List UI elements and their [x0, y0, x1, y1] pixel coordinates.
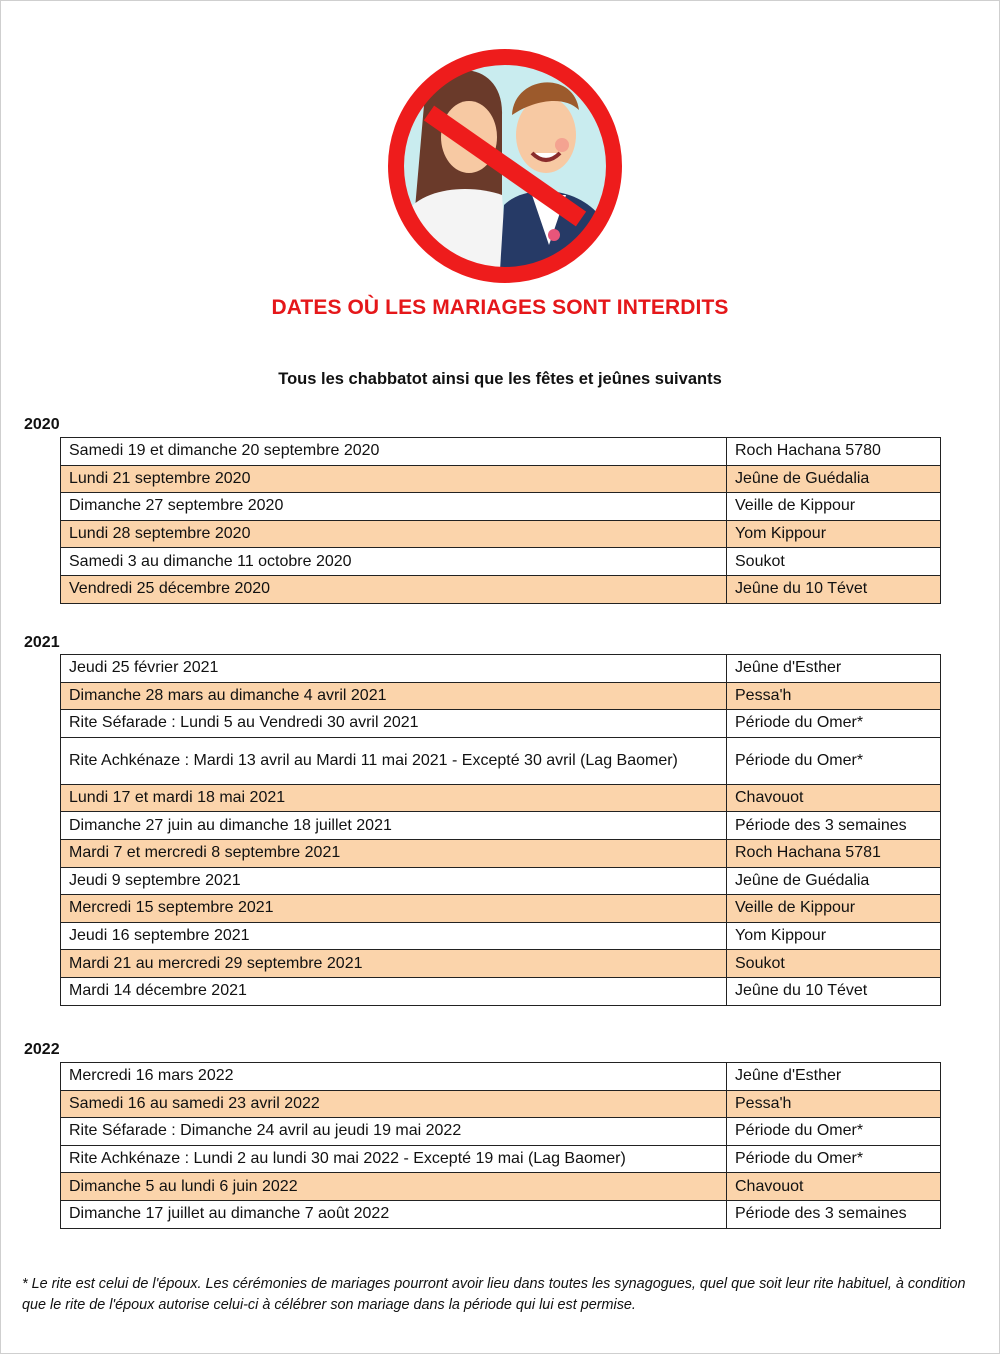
date-cell: Jeudi 16 septembre 2021	[61, 922, 727, 950]
table-row	[61, 1118, 941, 1146]
event-cell: Période du Omer*	[727, 737, 941, 784]
date-cell: Vendredi 25 décembre 2020	[61, 575, 727, 603]
date-cell: Mardi 14 décembre 2021	[61, 977, 727, 1005]
table-row	[61, 1200, 941, 1228]
schedule-body	[61, 1063, 941, 1229]
event-cell: Jeûne de Guédalia	[727, 465, 941, 493]
table-row	[61, 655, 941, 683]
table-row	[61, 548, 941, 576]
table-row	[61, 575, 941, 603]
date-cell: Dimanche 17 juillet au dimanche 7 août 2022	[61, 1200, 727, 1228]
date-cell: Mercredi 16 mars 2022	[61, 1063, 727, 1091]
year-label-2022: 2022	[24, 1041, 60, 1058]
table-row	[61, 520, 941, 548]
year-label-2021: 2021	[24, 634, 60, 651]
event-cell: Période des 3 semaines	[727, 812, 941, 840]
event-cell: Soukot	[727, 548, 941, 576]
table-row	[61, 895, 941, 923]
event-cell: Jeûne d'Esther	[727, 655, 941, 683]
date-cell: Jeudi 9 septembre 2021	[61, 867, 727, 895]
date-cell: Mercredi 15 septembre 2021	[61, 895, 727, 923]
table-row	[61, 465, 941, 493]
date-cell: Samedi 16 au samedi 23 avril 2022	[61, 1090, 727, 1118]
date-cell: Dimanche 28 mars au dimanche 4 avril 2021	[61, 682, 727, 710]
date-cell: Rite Achkénaze : Lundi 2 au lundi 30 mai 2022 - Excepté 19 mai (Lag Baomer)	[61, 1145, 727, 1173]
date-cell: Samedi 19 et dimanche 20 septembre 2020	[61, 438, 727, 466]
event-cell: Soukot	[727, 950, 941, 978]
table-row	[61, 493, 941, 521]
event-cell: Roch Hachana 5781	[727, 839, 941, 867]
event-cell: Jeûne de Guédalia	[727, 867, 941, 895]
footnote: * Le rite est celui de l'époux. Les cérémonies de mariages pourront avoir lieu dans toutes les synagogues, quel que soit leur rite habituel, à condition que le rite de l'époux autorise celui-ci à célébrer son mariage dans la période qui lui est permise.	[22, 1276, 966, 1313]
event-cell: Période des 3 semaines	[727, 1200, 941, 1228]
table-row	[61, 737, 941, 784]
date-cell: Rite Séfarade : Lundi 5 au Vendredi 30 avril 2021	[61, 710, 727, 738]
event-cell: Jeûne d'Esther	[727, 1063, 941, 1091]
date-cell: Lundi 21 septembre 2020	[61, 465, 727, 493]
table-row	[61, 1173, 941, 1201]
event-cell: Période du Omer*	[727, 1145, 941, 1173]
event-cell: Veille de Kippour	[727, 493, 941, 521]
schedule-table-2020	[60, 437, 941, 604]
date-cell: Rite Achkénaze : Mardi 13 avril au Mardi 11 mai 2021 - Excepté 30 avril (Lag Baomer)	[61, 737, 727, 784]
event-cell: Période du Omer*	[727, 1118, 941, 1146]
table-row	[61, 682, 941, 710]
schedule-table-2022	[60, 1062, 941, 1229]
table-row	[61, 922, 941, 950]
table-row	[61, 867, 941, 895]
date-cell: Rite Séfarade : Dimanche 24 avril au jeudi 19 mai 2022	[61, 1118, 727, 1146]
event-cell: Pessa'h	[727, 1090, 941, 1118]
table-row	[61, 950, 941, 978]
schedule-table-2021	[60, 654, 941, 1006]
table-row	[61, 1090, 941, 1118]
table-row	[61, 784, 941, 812]
schedule-body	[61, 655, 941, 1006]
table-row	[61, 977, 941, 1005]
table-row	[61, 438, 941, 466]
date-cell: Dimanche 5 au lundi 6 juin 2022	[61, 1173, 727, 1201]
date-cell: Dimanche 27 juin au dimanche 18 juillet 2021	[61, 812, 727, 840]
table-row	[61, 812, 941, 840]
event-cell: Chavouot	[727, 1173, 941, 1201]
table-row	[61, 839, 941, 867]
event-cell: Période du Omer*	[727, 710, 941, 738]
event-cell: Yom Kippour	[727, 520, 941, 548]
event-cell: Chavouot	[727, 784, 941, 812]
page-subtitle: Tous les chabbatot ainsi que les fêtes et jeûnes suivants	[278, 370, 722, 388]
date-cell: Mardi 21 au mercredi 29 septembre 2021	[61, 950, 727, 978]
event-cell: Pessa'h	[727, 682, 941, 710]
event-cell: Veille de Kippour	[727, 895, 941, 923]
table-row	[61, 1063, 941, 1091]
table-row	[61, 1145, 941, 1173]
event-cell: Jeûne du 10 Tévet	[727, 977, 941, 1005]
date-cell: Jeudi 25 février 2021	[61, 655, 727, 683]
date-cell: Lundi 28 septembre 2020	[61, 520, 727, 548]
event-cell: Yom Kippour	[727, 922, 941, 950]
date-cell: Dimanche 27 septembre 2020	[61, 493, 727, 521]
no-wedding-prohibition-icon	[384, 45, 626, 287]
year-label-2020: 2020	[24, 416, 60, 433]
schedule-body	[61, 438, 941, 604]
date-cell: Samedi 3 au dimanche 11 octobre 2020	[61, 548, 727, 576]
event-cell: Jeûne du 10 Tévet	[727, 575, 941, 603]
table-row	[61, 710, 941, 738]
event-cell: Roch Hachana 5780	[727, 438, 941, 466]
date-cell: Lundi 17 et mardi 18 mai 2021	[61, 784, 727, 812]
date-cell: Mardi 7 et mercredi 8 septembre 2021	[61, 839, 727, 867]
page-title: DATES OÙ LES MARIAGES SONT INTERDITS	[271, 296, 729, 319]
